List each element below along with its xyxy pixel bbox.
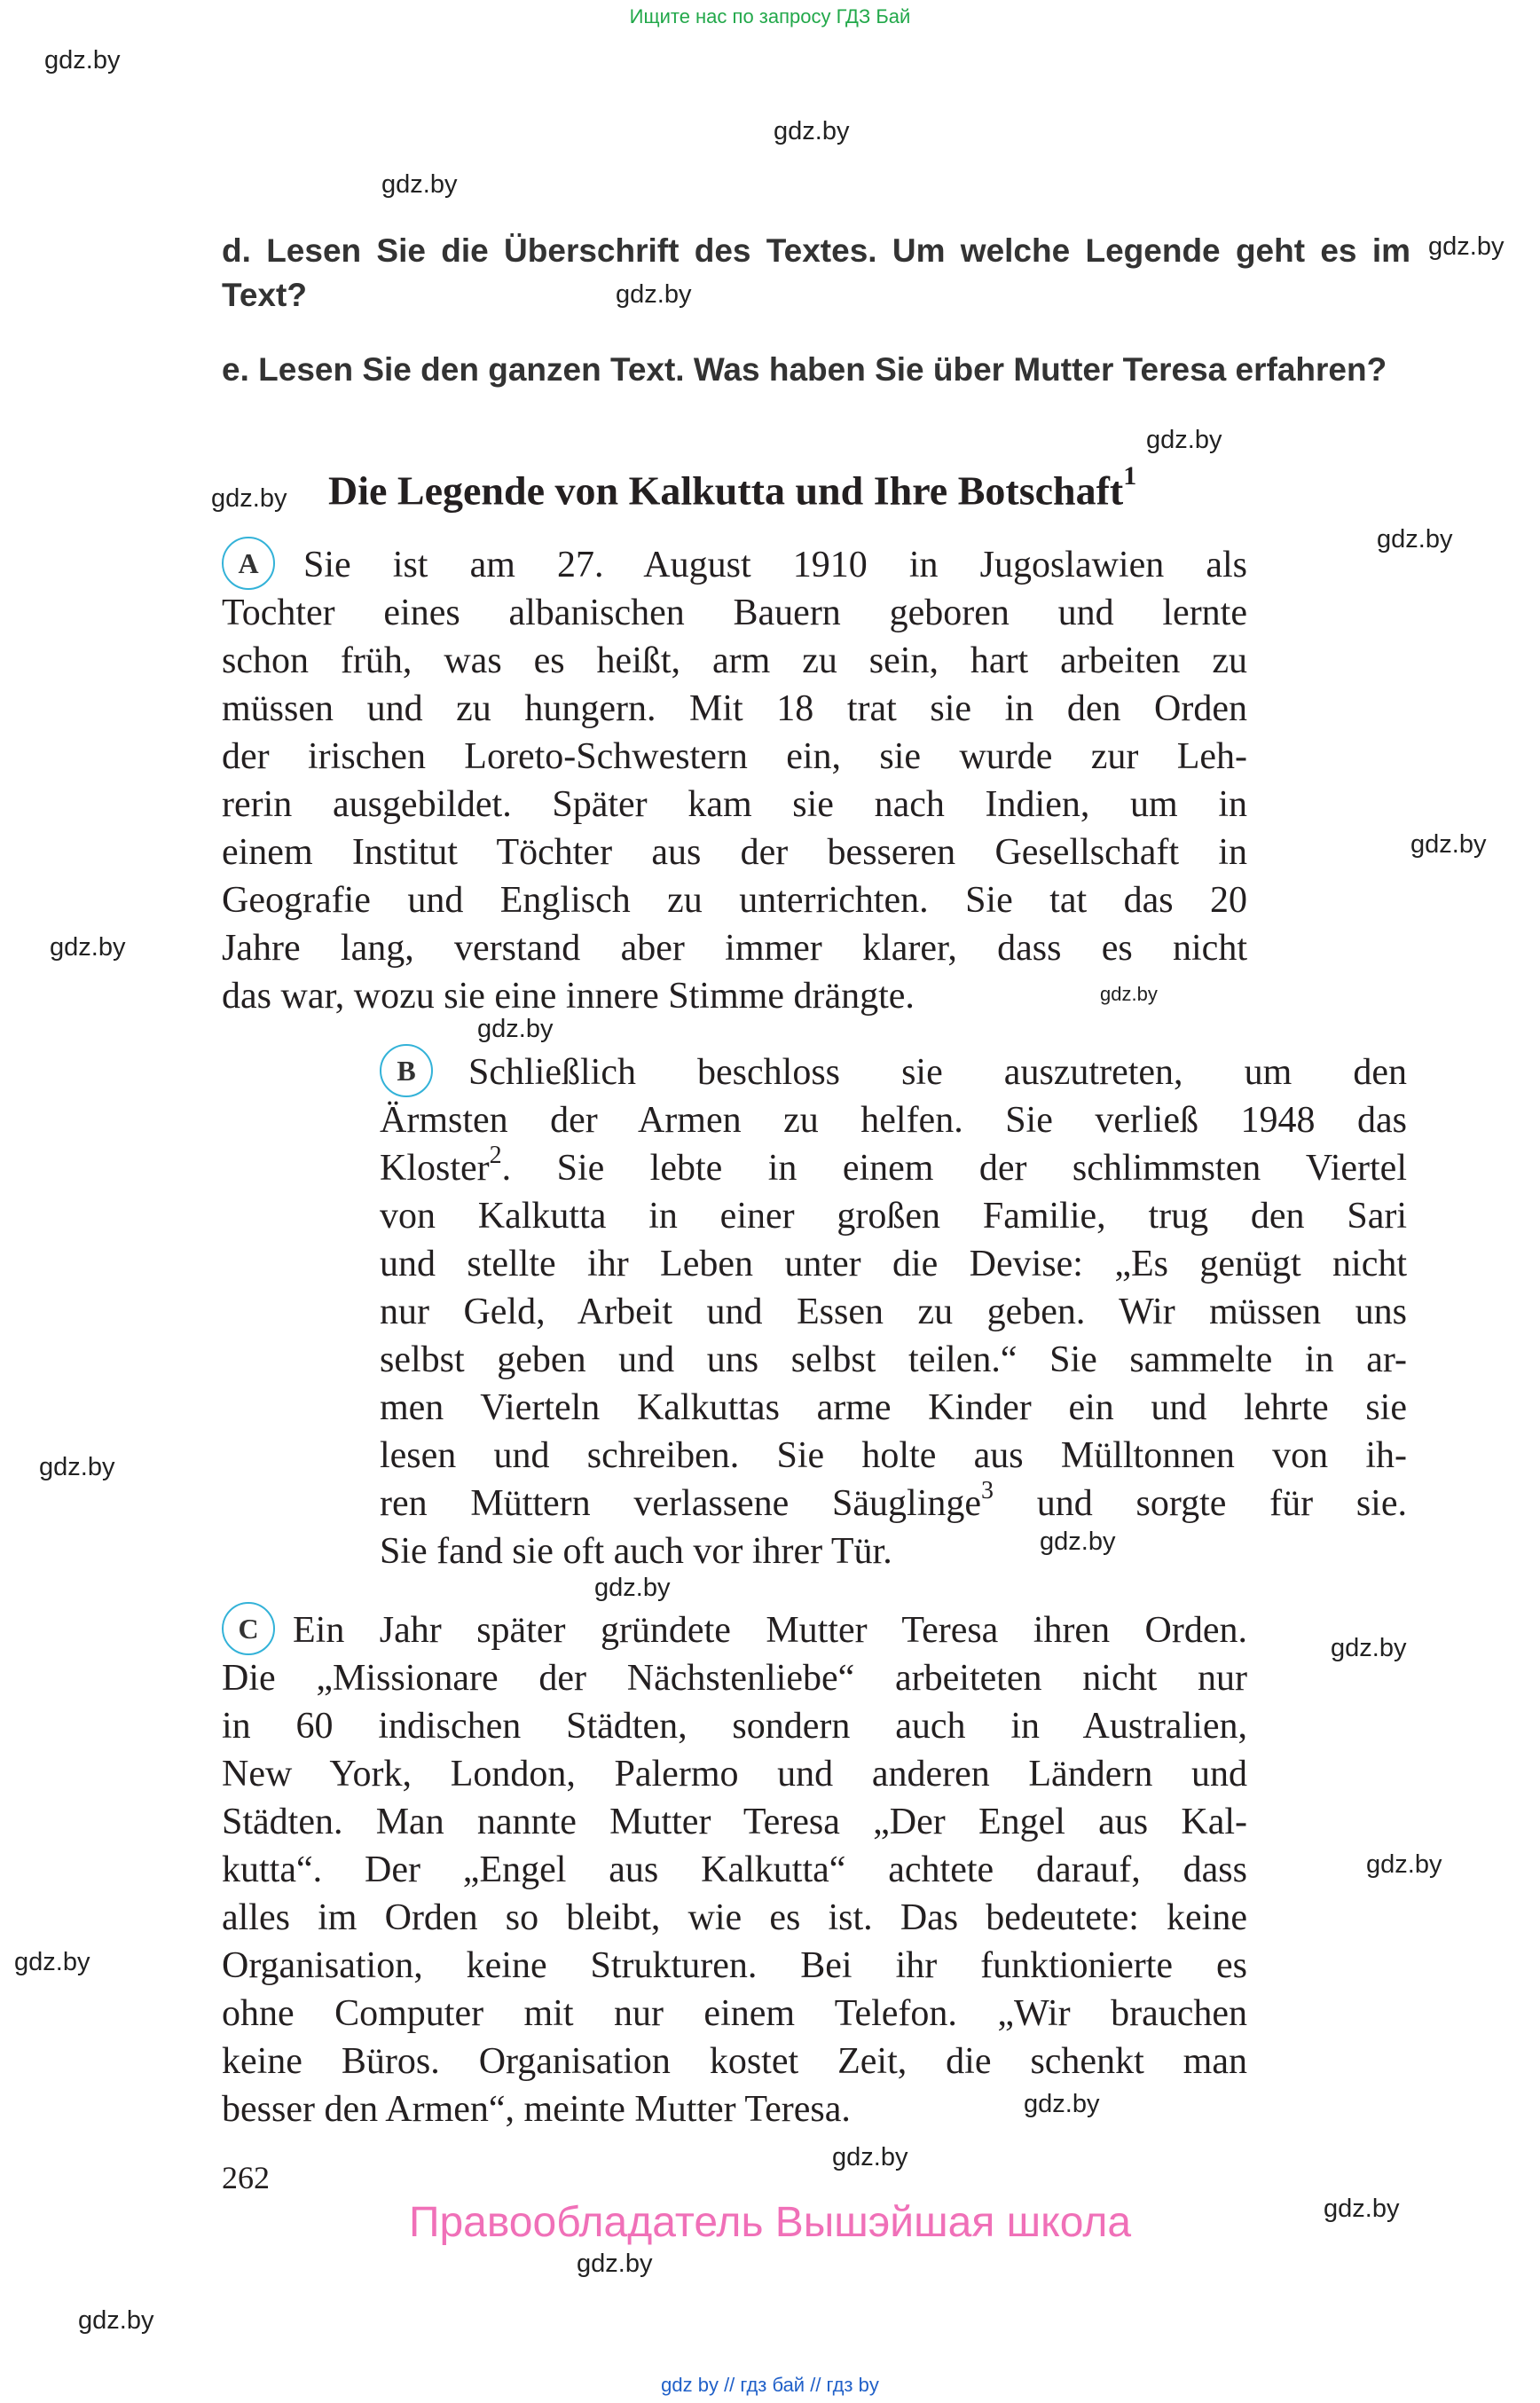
text-line: und stellte ihr Leben unter die Devise: „Es genügt nicht: [380, 1244, 1407, 1284]
text-line: New York, London, Palermo und anderen Ländern und: [222, 1754, 1247, 1794]
watermark: gdz.by: [594, 1574, 671, 1602]
text-fragment: . Sie lebte in einem der schlimmsten Viertel: [501, 1148, 1407, 1189]
text-line: Ärmsten der Armen zu helfen. Sie verließ 1948 das: [380, 1100, 1407, 1141]
text-line: Die „Missionare der Nächstenliebe“ arbeiteten nicht nur: [222, 1658, 1247, 1699]
text-line: selbst geben und uns selbst teilen.“ Sie sammelte in ar-: [380, 1339, 1407, 1380]
watermark: gdz.by: [1100, 983, 1158, 1005]
watermark: gdz.by: [50, 933, 126, 962]
watermark: gdz.by: [381, 170, 458, 199]
text-line: rerin ausgebildet. Später kam sie nach Indien, um in: [222, 784, 1247, 825]
text-line: Städten. Man nannte Mutter Teresa „Der Engel aus Kal-: [222, 1802, 1247, 1842]
watermark: gdz.by: [774, 117, 850, 145]
title-text: Die Legende von Kalkutta und Ihre Botschaft: [328, 467, 1124, 514]
task-d: d. Lesen Sie die Überschrift des Textes. Um welche Legende geht es im Text?: [222, 232, 1410, 313]
watermark: gdz.by: [1024, 2090, 1100, 2118]
text-line: Tochter eines albanischen Bauern geboren und lernte: [222, 593, 1247, 633]
watermark: gdz.by: [577, 2250, 653, 2278]
watermark: gdz.by: [1040, 1527, 1116, 1556]
text-line: von Kalkutta in einer großen Familie, trug den Sari: [380, 1196, 1407, 1237]
text-line: schon früh, was es heißt, arm zu sein, hart arbeiten zu: [222, 640, 1247, 681]
text-fragment: ren Müttern verlassene Säuglinge: [380, 1483, 982, 1524]
section-marker-a: A: [222, 537, 275, 590]
text-line: nur Geld, Arbeit und Essen zu geben. Wir müssen uns: [380, 1292, 1407, 1332]
section-marker-c: C: [222, 1602, 275, 1655]
text-line: Organisation, keine Strukturen. Bei ihr funktionierte es: [222, 1945, 1247, 1986]
watermark: gdz.by: [832, 2143, 908, 2171]
text-line: Ein Jahr später gründete Mutter Teresa ihren Orden.: [293, 1610, 1247, 1651]
text-line: alles im Orden so bleibt, wie es ist. Das bedeutete: keine: [222, 1897, 1247, 1938]
text-fragment: Kloster: [380, 1148, 490, 1189]
watermark: gdz.by: [1146, 426, 1222, 454]
watermark: gdz.by: [477, 1015, 554, 1043]
text-line: Sie fand sie oft auch vor ihrer Tür.: [380, 1531, 892, 1572]
text-line: besser den Armen“, meinte Mutter Teresa.: [222, 2089, 851, 2130]
text-line: ohne Computer mit nur einem Telefon. „Wir brauchen: [222, 1993, 1247, 2034]
watermark: gdz.by: [14, 1948, 90, 1976]
rights-holder: Правообладатель Вышэйшая школа: [408, 2199, 1132, 2246]
text-line: kutta“. Der „Engel aus Kalkutta“ achtete darauf, dass: [222, 1849, 1247, 1890]
text-line: [380, 1144, 1407, 1192]
watermark: gdz.by: [1324, 2195, 1400, 2223]
text-fragment: und sorgte für sie.: [994, 1483, 1407, 1524]
footer-links[interactable]: gdz by // гдз бай // гдз by: [661, 2374, 879, 2396]
section-marker-b: B: [380, 1044, 433, 1097]
watermark: gdz.by: [1331, 1634, 1407, 1662]
section-c-text: [222, 1606, 1247, 2133]
text-line: Sie ist am 27. August 1910 in Jugoslawien als: [303, 545, 1247, 585]
watermark: gdz.by: [78, 2306, 154, 2335]
section-a-text: [222, 541, 1247, 1020]
text-line: Schließlich beschloss sie auszutreten, um den: [468, 1052, 1407, 1093]
text-line: Geografie und Englisch zu unterrichten. Sie tat das 20: [222, 880, 1247, 921]
text-line: keine Büros. Organisation kostet Zeit, die schenkt man: [222, 2041, 1247, 2082]
text-line: lesen und schreiben. Sie holte aus Mülltonnen von ih-: [380, 1435, 1407, 1476]
watermark: gdz.by: [39, 1453, 115, 1481]
text-line: das war, wozu sie eine innere Stimme drängte.: [222, 976, 915, 1017]
watermark: gdz.by: [44, 46, 121, 75]
text-line: men Vierteln Kalkuttas arme Kinder ein und lehrte sie: [380, 1387, 1407, 1428]
text-line: einem Institut Töchter aus der besseren Gesellschaft in: [222, 832, 1247, 873]
footnote-2: 2: [489, 1142, 502, 1169]
text-line: der irischen Loreto-Schwestern ein, sie wurde zur Leh-: [222, 736, 1247, 777]
page-number: 262: [222, 2160, 270, 2195]
watermark: gdz.by: [211, 484, 287, 513]
text-title: [328, 461, 1137, 514]
footnote-3: 3: [981, 1477, 994, 1504]
top-banner: Ищите нас по запросу ГДЗ Бай: [629, 5, 911, 27]
watermark: gdz.by: [1366, 1850, 1442, 1879]
watermark: gdz.by: [1377, 525, 1453, 554]
text-line: Jahre lang, verstand aber immer klarer, dass es nicht: [222, 928, 1247, 969]
watermark: gdz.by: [1428, 232, 1505, 261]
title-footnote: 1: [1123, 461, 1137, 491]
section-b-text: [380, 1048, 1407, 1575]
task-e: e. Lesen Sie den ganzen Text. Was haben Sie über Mutter Teresa erfahren?: [222, 351, 1387, 388]
text-line: [380, 1477, 1407, 1527]
watermark: gdz.by: [616, 280, 692, 309]
text-line: müssen und zu hungern. Mit 18 trat sie in den Orden: [222, 688, 1247, 729]
watermark: gdz.by: [1410, 830, 1487, 859]
text-line: in 60 indischen Städten, sondern auch in Australien,: [222, 1706, 1247, 1747]
